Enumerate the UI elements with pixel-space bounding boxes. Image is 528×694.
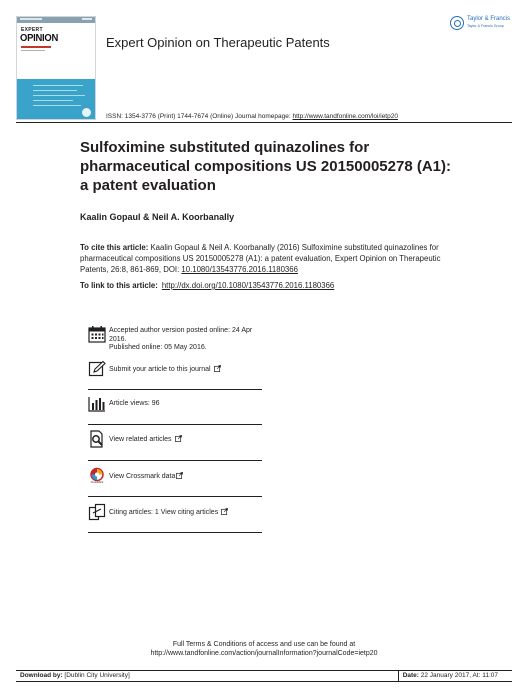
citation-text: Kaalin Gopaul & Neil A. Koorbanally (2016) Sulfoximine substituted quinazolines for pharmaceutical compositions US 20150005278 (A1): a patent evaluation, Expert Opinion on Therapeutic Patents, 26:8, 861-869, DOI:: [80, 243, 441, 274]
info-divider: [88, 460, 262, 461]
issn-text: ISSN: 1354-3776 (Print) 1744-7674 (Online) Journal homepage:: [106, 113, 293, 120]
calendar-icon: [88, 325, 106, 343]
pencil-edit-icon: [88, 360, 106, 378]
cover-panel: [17, 79, 95, 120]
external-link-icon: [221, 508, 228, 515]
issn-line: [106, 113, 398, 120]
article-views-text: Article views: 96: [109, 400, 160, 407]
header-divider: [16, 122, 512, 123]
citing-docs-icon: [88, 503, 106, 521]
article-authors: Kaalin Gopaul & Neil A. Koorbanally: [80, 212, 235, 222]
journal-title[interactable]: Expert Opinion on Therapeutic Patents: [106, 35, 330, 50]
publisher-tagline: Taylor & Francis Group: [467, 24, 504, 28]
article-doi-url[interactable]: http://dx.doi.org/10.1080/13543776.2016.1180366: [161, 281, 335, 290]
download-date-value: 22 January 2017, At: 11:07: [418, 672, 498, 679]
view-crossmark-link[interactable]: View Crossmark data: [109, 473, 176, 480]
download-date-label: Date:: [402, 672, 419, 679]
article-title: Sulfoximine substituted quinazolines for pharmaceutical compositions US 20150005278 (A1): a patent evaluation: [80, 139, 451, 194]
publisher-logo[interactable]: [450, 14, 514, 34]
info-divider: [88, 389, 262, 390]
cover-subtitle-line: [21, 50, 45, 51]
article-link-label: To link to this article:: [80, 281, 158, 290]
download-date: [403, 672, 498, 679]
published-date-text: Published online: 05 May 2016.: [109, 344, 207, 351]
magnifier-doc-icon: [88, 430, 106, 448]
citation-label: To cite this article:: [80, 243, 149, 252]
citation-block: [80, 242, 460, 275]
article-link-line: [80, 281, 334, 290]
publisher-logo-icon: [450, 16, 464, 30]
info-item-views: [88, 395, 262, 425]
citation-doi-link[interactable]: 10.1080/13543776.2016.1180366: [181, 265, 298, 274]
info-divider: [88, 532, 262, 533]
cover-accent-line: [21, 46, 51, 48]
external-link-icon: [175, 435, 182, 442]
journal-cover-image[interactable]: [16, 16, 96, 120]
download-by-label: Download by:: [20, 672, 63, 679]
info-item-submit[interactable]: [88, 360, 262, 390]
accepted-date-text: Accepted author version posted online: 24 Apr 2016.: [109, 327, 253, 343]
cover-header-strip: [17, 17, 95, 23]
download-by-value: [Dublin City University]: [62, 672, 130, 679]
footer-separator: [398, 671, 399, 681]
external-link-icon: [176, 472, 183, 479]
info-item-dates: [88, 325, 262, 361]
info-item-citing[interactable]: [88, 503, 262, 533]
publisher-name: Taylor & Francis: [467, 16, 511, 22]
download-info-bar: [16, 670, 512, 682]
info-divider: [88, 496, 262, 497]
info-divider: [88, 424, 262, 425]
external-link-icon: [214, 365, 221, 372]
journal-homepage-link[interactable]: http://www.tandfonline.com/loi/ietp20: [292, 113, 398, 120]
info-item-related[interactable]: [88, 430, 262, 460]
terms-notice: [0, 640, 528, 658]
bar-chart-icon: [88, 395, 106, 413]
cover-label-big: OPINION: [20, 32, 59, 44]
terms-url-link[interactable]: http://www.tandfonline.com/action/journalInformation?journalCode=ietp20: [150, 650, 378, 657]
cover-label-small: EXPERT: [21, 27, 43, 33]
crossmark-icon-label: CrossMark: [90, 481, 104, 484]
download-by: [20, 672, 130, 679]
info-item-crossmark[interactable]: [88, 467, 262, 497]
terms-line: Full Terms & Conditions of access and use can be found at: [172, 641, 356, 648]
submit-article-link[interactable]: Submit your article to this journal: [109, 366, 211, 373]
citing-articles-link[interactable]: Citing articles: 1 View citing articles: [109, 509, 219, 516]
view-related-articles-link[interactable]: View related articles: [109, 436, 172, 443]
